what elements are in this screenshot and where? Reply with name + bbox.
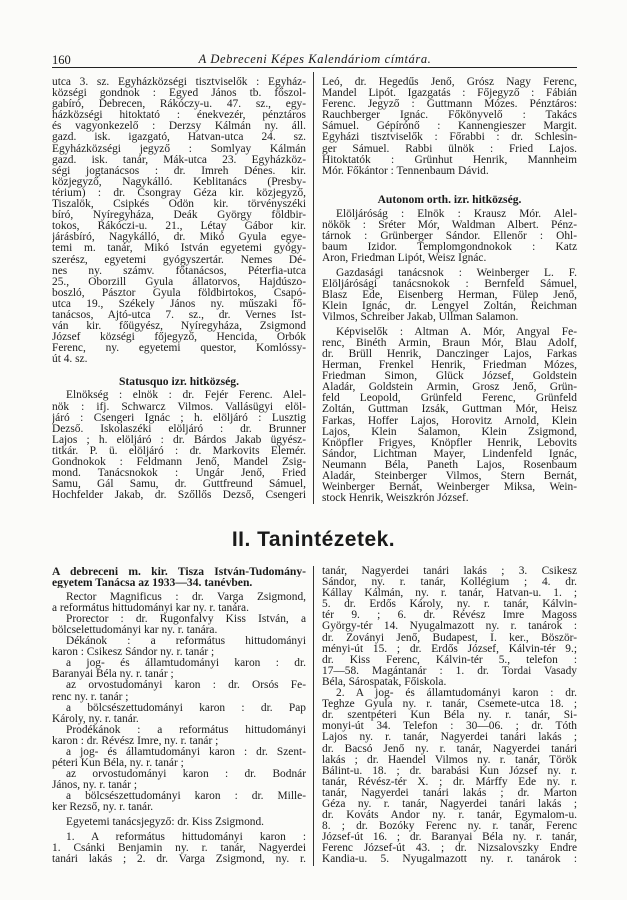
text-line: dr. Bacsó Jenő ny. r. tanár, Nagyerdei tanári <box>322 743 577 755</box>
column-top-right <box>322 77 577 504</box>
text-line: ményi-út 15. ; dr. Erdős József, Kálvin-tér 9.; <box>322 643 577 655</box>
text-line: renc, Binéth Ármin, Braun Mór, Blau Adolf, <box>322 337 577 349</box>
running-title: A Debreceni Képes Kalendáriom címtára. <box>198 52 432 66</box>
paragraph <box>52 747 306 769</box>
text-line: Mór. Főkántor : Tennenbaum Dávid. <box>322 165 489 177</box>
text-line: a bölcsészettudományi karon : dr. Mille- <box>66 791 306 803</box>
text-line: Bálint-u. 18. ; dr. barabási Kun József ny. r. <box>322 765 577 777</box>
text-line: 8. ; dr. Bozóky Ferenc ny. r. tanár, Ferenc <box>322 821 577 833</box>
text-line: tanár, Nagyerdei tanári lakás ; 3. Csikesz <box>322 566 577 577</box>
text-line: térium) : dr. Csongray Géza kir. közjegyző, <box>52 187 306 199</box>
text-line: Sándor, ny. r. tanár, Kollégium ; 4. dr. <box>322 577 577 589</box>
text-line: községi gondnok : Egyed János tb. főszol- <box>52 88 306 100</box>
text-line: Mandel Lipót. Igazgatás : Főjegyző : Fábián <box>322 88 577 100</box>
paragraph <box>52 817 306 828</box>
column-divider-top <box>313 72 314 504</box>
text-line: az orvostudományi karon : dr. Orsós Fe- <box>66 680 306 692</box>
text-line: Sámuel. Gépírónő : Kannengieszer Margit. <box>322 121 577 133</box>
text-line: dr. Kiss Ferenc, Kálvin-tér 5., telefon : <box>322 654 577 666</box>
text-line: gazd. isk. igazgató, Hatvan-utca 24. sz. <box>52 132 306 144</box>
text-line: Neumann Béla, Paneth Lajos, Rosenbaum <box>322 459 577 471</box>
text-line: tanár, Nagyerdei tanári lakás ; dr. Marton <box>322 787 577 799</box>
column-bottom-right <box>322 566 577 866</box>
paragraph <box>52 77 306 365</box>
text-line: gazd. isk. tanár, Mák-utca 23. Egyházköz- <box>52 154 306 166</box>
text-line: Aladár, Steinberger Vilmos, Stern Bernát, <box>322 471 577 482</box>
text-line: Ferenc József-út 43. ; dr. Nizsalovszky Endre <box>322 843 577 855</box>
paragraph <box>52 769 306 791</box>
text-line: ségi jogtanácsos : dr. Imreh Dénes. kir. <box>52 165 306 177</box>
paragraph <box>322 566 577 688</box>
text-line: Leó, dr. Hegedűs Jenő, Grósz Nagy Ferenc, <box>322 77 577 88</box>
text-line: járásbíró, Nagykálló, dr. Mikó Gyula egye- <box>52 232 306 244</box>
text-line: Farkas, Hoffer Lajos, Horovitz Arnold, Klein <box>322 415 577 427</box>
text-line: Kandia-u. 5. Nyugalmazott ny. r. tanárok : <box>322 854 577 866</box>
paragraph <box>52 636 306 658</box>
text-line: Zoltán, Guttman Izsák, Guttman Mór, Heisz <box>322 404 577 416</box>
text-line: dr. Zoványi Jenő, Budapest, I. ker., Böször- <box>322 632 577 644</box>
text-line: tanári lakás ; 2. dr. Varga Zsigmond, ny. r. <box>52 853 306 865</box>
text-line: tanár, Révész-tér X. ; dr. Márffy Ede ny. r. <box>322 776 577 788</box>
text-line: Tiszalök, Csipkés Ödön kir. törvényszéki <box>52 199 306 211</box>
text-line: József községi főjegyző, Hencida, Orbók <box>52 332 306 344</box>
text-line: mond. Tanácsnokok : Ungár Jenő, Fried <box>52 468 306 480</box>
text-line: nök : ifj. Schwarcz Vilmos. Vallásügyi elöl- <box>52 401 306 413</box>
column-bottom-left <box>52 566 306 865</box>
column-top-left <box>52 77 306 501</box>
paragraph <box>52 680 306 702</box>
text-line: a református hittudományi kar ny. r. tanára. <box>52 602 249 614</box>
text-line: Egyházi tisztviselők : Főrabbi : dr. Schlesin- <box>322 132 577 144</box>
text-line: 5. dr. Erdős Károly, ny. r. tanár, Kálvin- <box>322 599 577 611</box>
text-line: Hochfelder Jakab, dr. Szőllős Dezső, Csengeri <box>52 490 306 502</box>
text-line: Prorector : dr. Rugonfalvy Kiss István, a <box>66 613 306 625</box>
paragraph <box>322 688 577 866</box>
text-line: Dékánok : a református hittudományi <box>66 636 306 648</box>
text-line: Klein Ignác, dr. Lengyel Zoltán, Reichman <box>322 301 577 313</box>
paragraph <box>322 327 577 505</box>
text-line: 2. A jog- és államtudományi karon : dr. <box>336 688 577 700</box>
text-line: renc ny. r. tanár ; <box>52 691 129 703</box>
text-line: utca 3. sz. Egyházközségi tisztviselők : Egyház- <box>52 77 306 88</box>
text-line: Baranyai Béla ny. r. tanár ; <box>52 669 174 681</box>
text-line: Lajos, Klein Salamon, Klein Zsigmond, <box>322 426 577 438</box>
paragraph <box>52 725 306 747</box>
text-line: Rauchberger Ignác. Főkönyvelő : Takács <box>322 110 577 122</box>
section-heading: Autonom orth. izr. hitközség. <box>377 192 522 206</box>
text-line: péteri Kun Béla, ny. r. tanár ; <box>52 758 184 770</box>
text-line: Rector Magnificus : dr. Varga Zsigmond, <box>66 591 306 603</box>
text-line: ván kir. főügyész, Nyíregyháza, Zsigmond <box>52 321 306 333</box>
text-line: Géza ny. r. tanár, Nagyerdei tanári lakás ; <box>322 798 577 810</box>
text-line: baum Izidor. Templomgondnokok : Katz <box>322 242 577 254</box>
text-line: Aladár, Goldstein Ármin, Grosz Jenő, Grün- <box>322 382 577 394</box>
text-line: Áron, Friedman Lipót, Weisz Ignác. <box>322 253 487 265</box>
text-line: feld Leopold, Grünfeld Ferenc, Grünfeld <box>322 393 577 405</box>
text-line: Gondnokok : Feldmann Jenő, Mandel Zsig- <box>52 457 306 468</box>
text-line: utca 19., Székely János ny. műszaki fő- <box>52 298 306 310</box>
column-divider-bottom <box>313 566 314 866</box>
text-line: Gazdasági tanácsnok : Weinberger L. F. <box>336 267 577 279</box>
text-line: 17—58. Magántanár : 1. dr. Tordai Vasady <box>322 665 577 677</box>
text-line: Elnökség : elnök : dr. Fejér Ferenc. Alel- <box>66 390 306 402</box>
text-line: Egyetemi tanácsjegyző: dr. Kiss Zsigmond. <box>66 817 265 829</box>
paragraph <box>52 592 306 614</box>
text-line: Dezső. Iskolaszéki elöljáró : dr. Brunner <box>52 423 306 435</box>
paragraph <box>52 703 306 725</box>
text-line: Ferenc, ny. egyetemi questor, Komlóssy- <box>52 343 306 355</box>
text-line: nes ny. számv. főtanácsos, Péterfia-utca <box>52 265 306 277</box>
text-line: A debreceni m. kir. Tisza István-Tudomány- <box>52 566 306 578</box>
text-line: Herman, Frenkel Henrik, Friedman Mózes, <box>322 360 577 372</box>
text-line: járó : Csengeri Ignác ; h. elöljáró : Lusztig <box>52 412 306 424</box>
text-line: egyetem Tanácsa az 1933—34. tanévben. <box>52 577 253 589</box>
text-line: Lajos ny. r. tanár, Nagyerdei tanári lakás ; <box>322 732 577 744</box>
text-line: temi m. tanár, Mikó István egyetemi gyógy- <box>52 243 306 255</box>
text-line: Lajos ; h. elöljáró : dr. Bárdos Jakab ügyész- <box>52 434 306 446</box>
text-line: Prodékánok : a református hittudományi <box>66 724 306 736</box>
text-line: az orvostudományi karon : dr. Bodnár <box>66 769 306 781</box>
text-line: lakás ; dr. Haendel Vilmos ny. r. tanár, Török <box>322 754 577 766</box>
text-line: stock Henrik, Weiszkrón József. <box>322 493 469 505</box>
text-line: nökök : Sréter Mór, Waldman Albert. Pénz- <box>322 219 577 231</box>
text-line: bíró, Nyíregyháza, Deák György földbir- <box>52 210 306 222</box>
text-line: dr. Kováts Andor ny. r. tanár, Egymalom-u. <box>322 810 577 822</box>
text-line: Samu, Gál Samu, dr. Guttfreund Sámuel, <box>52 479 306 491</box>
text-line: ger Sámuel. Rabbi ülnök : Fried Lajos. <box>322 143 577 155</box>
text-line: karon : dr. Révész Imre, ny. r. tanár ; <box>52 735 219 747</box>
text-line: titkár. P. ü. elöljáró : dr. Markovits Elemér. <box>52 445 306 457</box>
section-heading: Statusquo izr. hitközség. <box>118 375 240 389</box>
text-line: Egyházközségi jegyző : Somlyay Kálmán <box>52 143 306 155</box>
text-line: dr. szentpéteri Kun Béla ny. r. tanár, Si- <box>322 710 577 722</box>
header-rule <box>52 67 577 68</box>
text-line: házközségi hitoktató : énekvezér, pénztáros <box>52 110 306 122</box>
text-line: Teghze Gyula ny. r. tanár, Csemete-utca 18. ; <box>322 699 577 711</box>
text-line: a bölcsészettudományi karon : dr. Pap <box>66 702 306 714</box>
text-line: János, ny. r. tanár ; <box>52 780 137 792</box>
text-line: szerész, egyetemi gyógyszertár. Nemes Dé- <box>52 254 306 266</box>
text-line: tér 9. ; 6. dr. Révész Imre Magoss <box>322 610 577 622</box>
text-line: Képviselők : Altman A. Mór, Angyal Fe- <box>336 326 577 338</box>
text-line: Sándor, Lichtman Mayer, Lindenfeld Ignác, <box>322 448 577 460</box>
text-line: Vilmos, Schreiber Jakab, Ullman Salamon. <box>322 312 519 324</box>
text-line: karon : Csikesz Sándor ny. r. tanár ; <box>52 647 215 659</box>
paragraph <box>52 658 306 680</box>
paragraph <box>52 614 306 636</box>
text-line: Friedman Simon, Glück József, Goldstein <box>322 371 577 383</box>
text-line: 1. A református hittudományi karon : <box>66 831 306 843</box>
paragraph <box>322 77 577 177</box>
text-line: út 4. sz. <box>52 354 88 366</box>
text-line: és vagyonkezelő : Derzsy Kálmán ny. áll. <box>52 121 306 133</box>
paragraph <box>52 791 306 813</box>
text-line: a jog- és államtudományi karon : dr. Szent- <box>66 747 306 758</box>
text-line: Hitoktatók : Grünhut Henrik, Mannheim <box>322 154 577 166</box>
paragraph <box>52 566 306 588</box>
text-line: tokos, Rákóczi-u. 21., Létay Gábor kir. <box>52 221 306 233</box>
text-line: Kállay Kálmán, ny. r. tanár, Hatvan-u. 1. ; <box>322 588 577 600</box>
paragraph <box>52 390 306 501</box>
text-line: gabíró, Debrecen, Rákóczy-u. 47. sz., egy- <box>52 99 306 111</box>
text-line: közjegyző, Nagykálló. Keblitanács (Presby- <box>52 176 306 188</box>
text-line: Károly, ny. r. tanár. <box>52 713 139 725</box>
text-line: György-tér 14. Nyugalmazott ny. r. tanárok : <box>322 621 577 633</box>
text-line: dr. Brüll Henrik, Danczinger Lajos, Farkas <box>322 348 577 360</box>
paragraph <box>52 832 306 865</box>
text-line: tanácsos, Ajtó-utca 7. sz., dr. Vernes Ist- <box>52 309 306 321</box>
text-line: Weinberger Bernát, Weinberger Miksa, Wein- <box>322 482 577 494</box>
page-number: 160 <box>52 53 71 67</box>
text-line: a jog- és államtudományi karon : dr. <box>66 658 306 670</box>
text-line: monyi-út 34. Telefon : 30—06. ; dr. Tóth <box>322 721 577 733</box>
text-line: bölcselettudományi kar ny. r. tanára. <box>52 624 218 636</box>
text-line: boszló, Pásztor Gyula földbirtokos, Csapó- <box>52 287 306 299</box>
text-line: Blasz Ede, Eisenberg Herman, Fülep Jenő, <box>322 290 577 301</box>
text-line: Béla, Sárospatak, Főiskola. <box>322 676 447 688</box>
text-line: Elöljárósági tanácsnokok : Bernfeld Sámuel, <box>322 278 577 290</box>
text-line: tárnok : Grünberger Sándor. Ellenőr : Öhl- <box>322 231 577 243</box>
section-title: II. Tanintézetek. <box>231 528 396 551</box>
text-line: Ferenc. Jegyző : Guttmann Mózes. Pénztáros: <box>322 99 577 111</box>
text-line: 1. Csánki Benjamin ny. r. tanár, Nagyerdei <box>52 842 306 854</box>
text-line: József-út 16. ; dr. Baranyai Béla ny. r. tanár, <box>322 832 577 844</box>
text-line: ker Rezső, ny. r. tanár. <box>52 802 154 814</box>
text-line: Knöpfler Frigyes, Knöpfler Henrik, Lebovits <box>322 437 577 449</box>
text-line: Elöljáróság : Elnök : Krausz Mór. Alel- <box>336 208 577 220</box>
paragraph <box>322 209 577 264</box>
paragraph <box>322 268 577 323</box>
text-line: 25., Oborzill Gyula állatorvos, Hajdúszo- <box>52 276 306 288</box>
